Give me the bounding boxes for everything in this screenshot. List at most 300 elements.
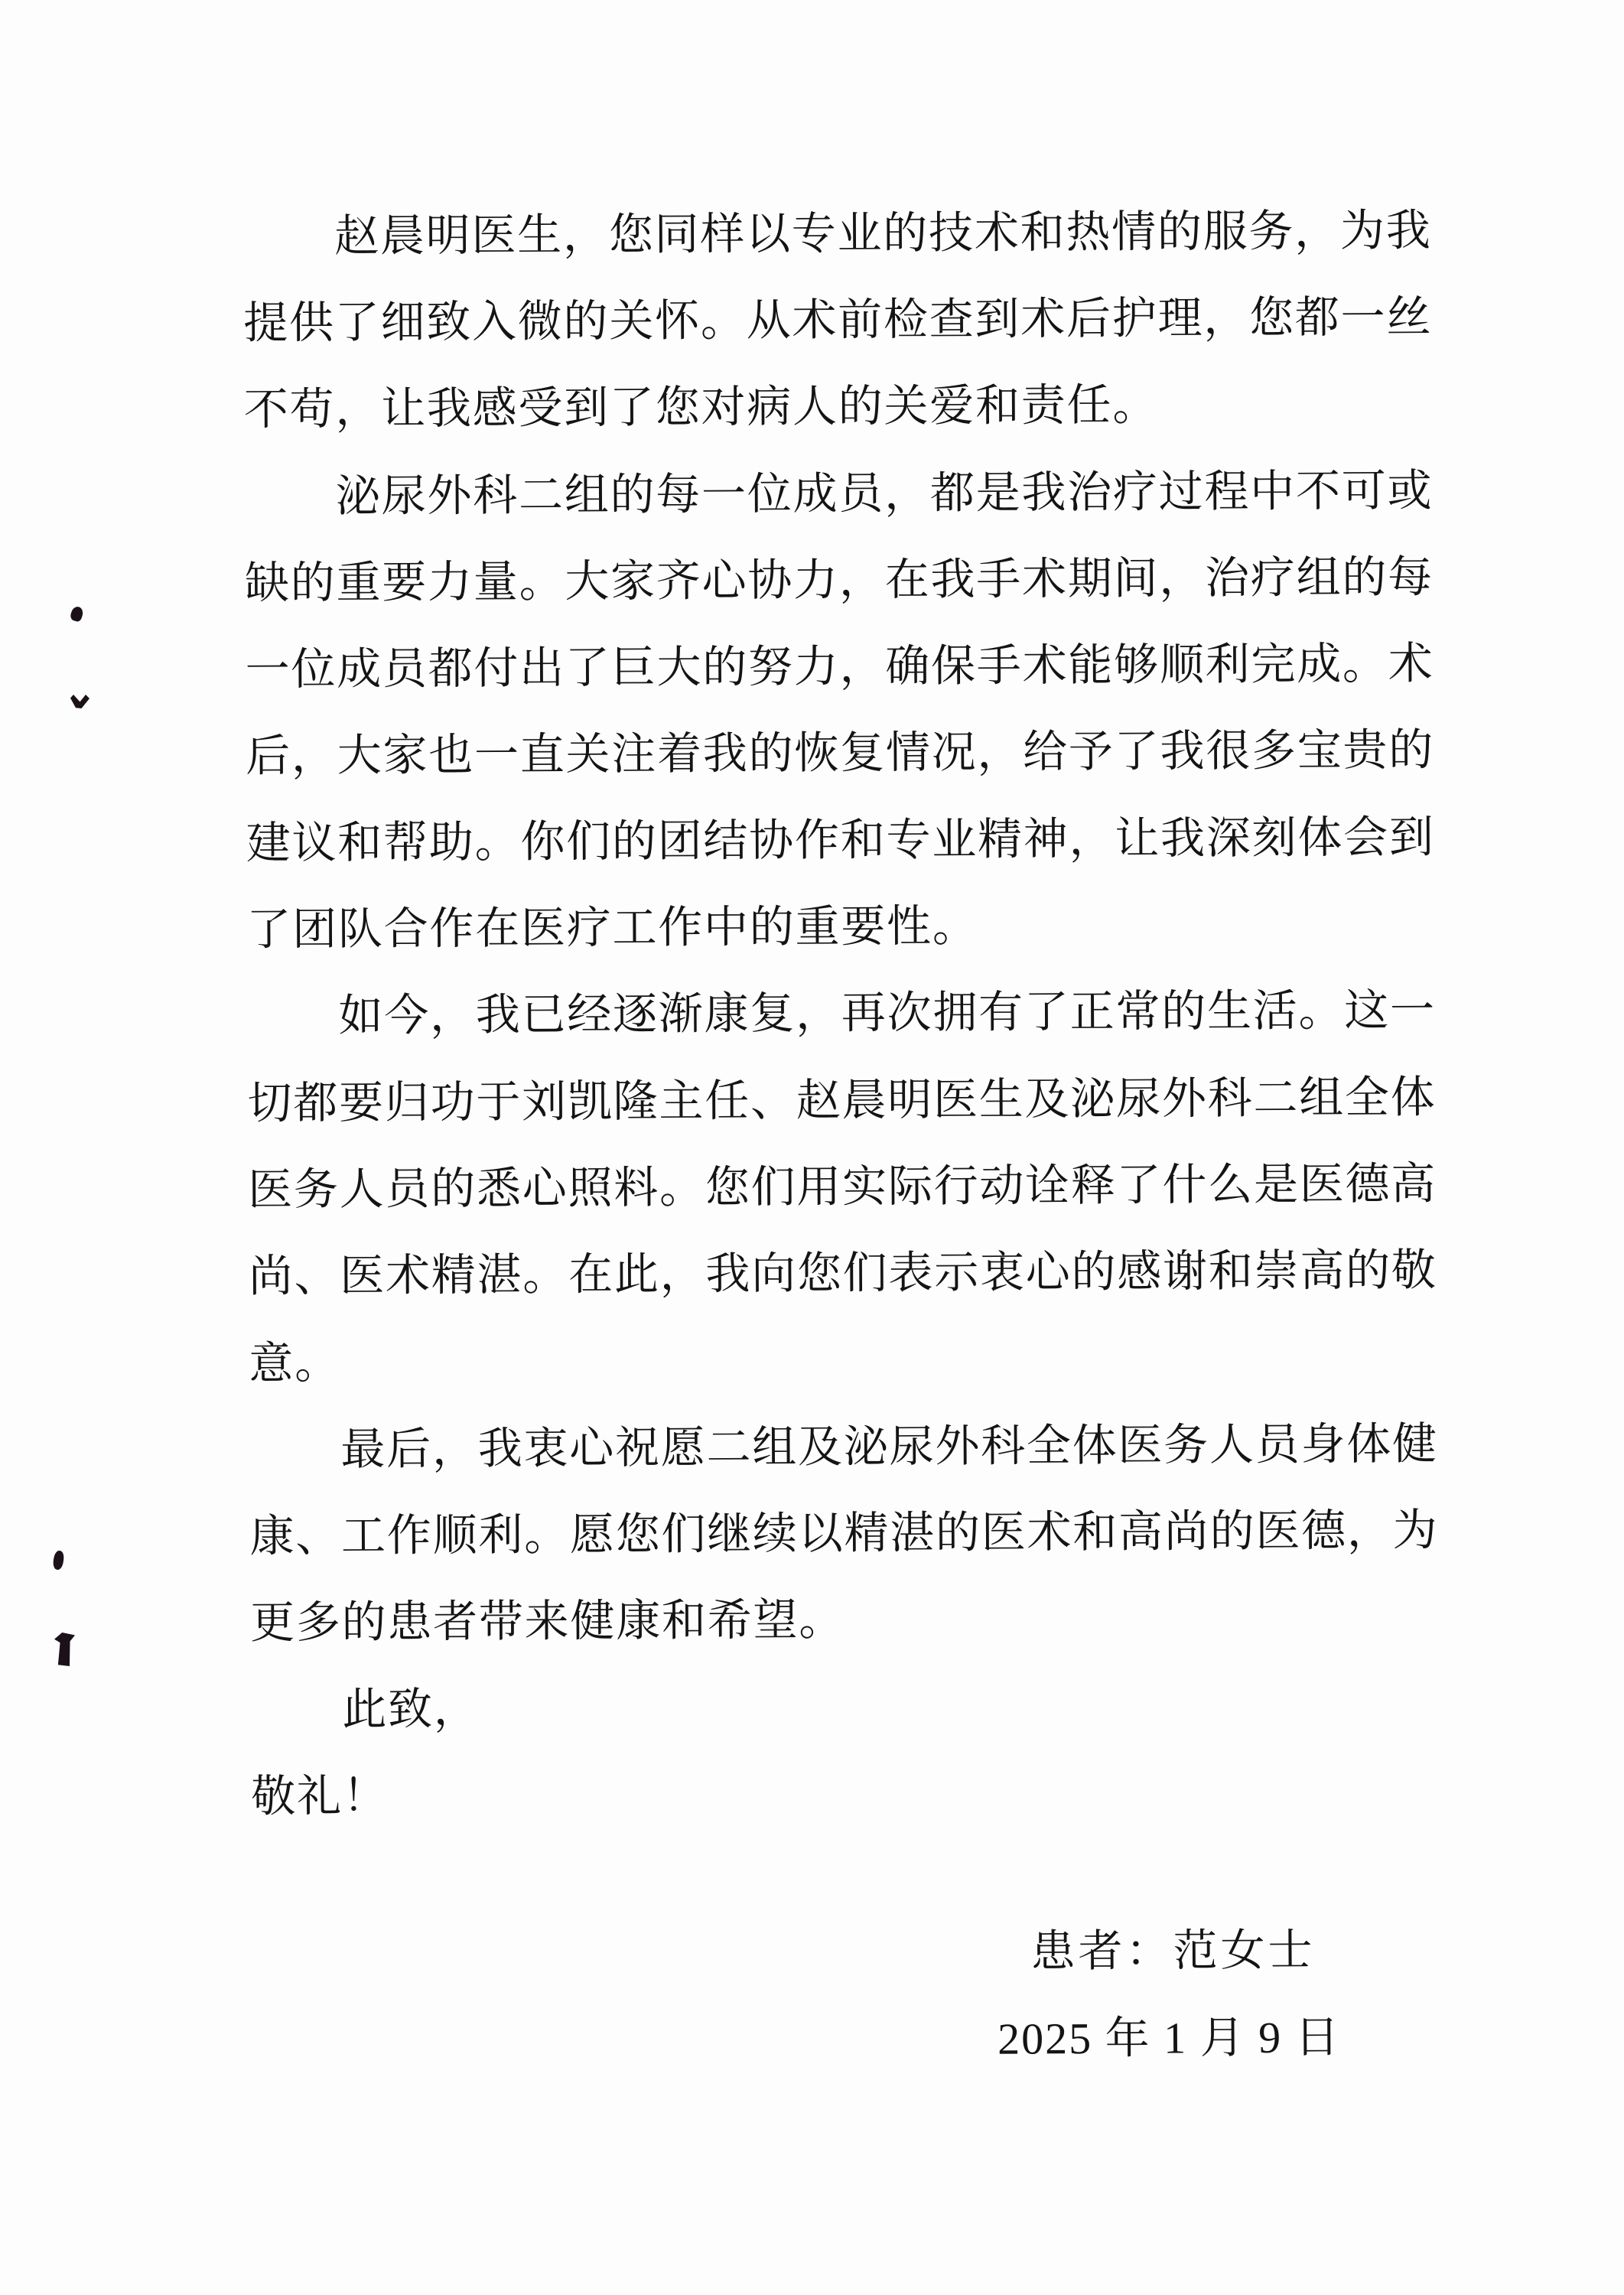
letter-char: 我	[702, 728, 748, 780]
letter-char: 医	[981, 1507, 1026, 1558]
letter-char: 疗	[1250, 552, 1296, 603]
letter-char: 敬	[251, 1771, 296, 1821]
letter-char: 治	[1066, 467, 1112, 517]
letter-char: 爱	[929, 381, 975, 431]
letter-char: 外	[1161, 1073, 1207, 1124]
letter-char: 医	[1255, 1506, 1300, 1557]
letter-char: 用	[796, 1161, 841, 1213]
letter-char: 提	[243, 298, 288, 348]
letter-char: 给	[1023, 727, 1068, 777]
letter-char: 体	[1390, 1072, 1435, 1122]
letter-char: 尿	[381, 470, 426, 521]
letter-char: 情	[1111, 207, 1157, 257]
letter-char: 礼	[296, 1771, 342, 1821]
letter-char: 明	[425, 210, 470, 261]
letter-char: 医	[471, 210, 516, 260]
letter-char: 的	[611, 815, 657, 867]
letter-char: 么	[1208, 1159, 1253, 1210]
letter-char: 什	[1162, 1160, 1207, 1210]
letter-char: 我	[475, 990, 520, 1040]
letter-char: 务	[1163, 1420, 1209, 1470]
letter-char: ，	[1203, 292, 1248, 343]
letter-char: 了	[1116, 1160, 1161, 1210]
letter-char: 员	[382, 643, 428, 695]
letter-char: 此	[613, 1249, 659, 1300]
letter-char: 技	[928, 207, 974, 258]
letter-char: 精	[431, 1250, 476, 1300]
letter-char: 和	[661, 1596, 707, 1646]
letter-char: 经	[567, 989, 612, 1040]
letter-char: 的	[838, 381, 883, 432]
letter-char: 心	[522, 1163, 567, 1213]
letter-char: 家	[382, 731, 428, 781]
letter-char: ，	[839, 641, 884, 692]
letter-char: 员	[1255, 1419, 1300, 1470]
letter-char: 合	[383, 903, 428, 954]
letter-char: 生	[1206, 986, 1252, 1037]
letter-char: 深	[1206, 812, 1251, 864]
letter-char: 们	[565, 816, 611, 867]
letter-char: 的	[1161, 986, 1206, 1037]
letter-char: 护	[1111, 293, 1157, 343]
letter-body	[242, 183, 1439, 1836]
letter-char: 付	[474, 643, 519, 694]
letter-char: 医	[520, 903, 566, 954]
letter-char: 协	[747, 555, 792, 606]
letter-char: ，	[291, 731, 337, 781]
letter-char: 服	[1203, 206, 1248, 256]
letter-char: 愿	[569, 1509, 615, 1560]
letter-char: 今	[384, 990, 429, 1041]
letter-line	[243, 443, 1433, 536]
letter-char: 您	[615, 1509, 660, 1560]
letter-char: 、	[295, 1511, 340, 1561]
letter-char: 让	[380, 383, 426, 435]
letter-line	[249, 1483, 1438, 1575]
letter-char: 着	[656, 729, 702, 780]
letter-char: 了	[565, 643, 610, 693]
letter-char: 的	[290, 558, 335, 608]
letter-char: 一	[474, 730, 519, 780]
letter-char: 您	[1248, 292, 1294, 343]
letter-char: 归	[384, 1077, 430, 1128]
letter-char: 够	[1113, 640, 1159, 691]
letter-line	[244, 616, 1434, 708]
letter-char: 热	[1066, 207, 1111, 257]
letter-char: 每	[1387, 552, 1433, 602]
letter-char: 崇	[1254, 1245, 1299, 1297]
letter-char: 。	[700, 295, 746, 346]
letter-char: 敬	[1391, 1245, 1437, 1296]
letter-char: 切	[247, 1078, 292, 1128]
letter-char: 渐	[658, 989, 704, 1040]
letter-char: 大	[565, 556, 610, 607]
letter-char: 心	[569, 1423, 614, 1473]
letter-char: 我	[477, 1423, 522, 1474]
date-line: 2025 年 1 月 9 日	[997, 2012, 1341, 2064]
letter-char: 祝	[614, 1422, 660, 1473]
letter-char: 团	[291, 904, 337, 955]
letter-char: 释	[1070, 1160, 1116, 1211]
letter-char: 医	[932, 1074, 978, 1125]
letter-char: 要	[338, 1077, 384, 1128]
letter-char: 利	[1205, 640, 1250, 690]
letter-char: 。	[1298, 985, 1343, 1036]
letter-char: 力	[427, 557, 473, 607]
letter-char: 致	[426, 297, 471, 347]
letter-char: 们	[750, 1162, 796, 1213]
letter-char: 齐	[656, 555, 701, 606]
letter-char: 查	[929, 294, 974, 345]
letter-char: 功	[430, 1076, 475, 1128]
letter-char: 前	[837, 295, 883, 345]
letter-char: 程	[1204, 466, 1249, 516]
letter-char: 同	[654, 209, 699, 259]
letter-char: 活	[1252, 985, 1297, 1037]
letter-char: 协	[749, 815, 794, 866]
letter-char: 为	[1392, 1505, 1437, 1556]
letter-char: 科	[980, 1421, 1026, 1471]
letter-line	[246, 1050, 1436, 1142]
letter-char: 团	[657, 815, 702, 866]
letter-char: 。	[1342, 639, 1388, 689]
letter-char: 身	[1300, 1419, 1346, 1470]
letter-char: 都	[428, 643, 473, 694]
letter-char: ！	[342, 1770, 388, 1821]
letter-char: 我	[1160, 726, 1205, 777]
letter-char: 心	[701, 555, 747, 606]
letter-char: 为	[1339, 205, 1385, 256]
letter-char: 疗	[566, 903, 611, 953]
letter-line	[242, 269, 1432, 362]
letter-char: 医	[247, 1164, 293, 1215]
letter-char: 更	[249, 1597, 295, 1649]
letter-char: 间	[1113, 553, 1158, 604]
letter-line	[250, 1656, 1440, 1749]
letter-char: 照	[568, 1163, 613, 1213]
letter-char: 以	[798, 1508, 843, 1559]
letter-char: 对	[701, 382, 746, 432]
letter-char: 怀	[654, 295, 700, 346]
letter-char: 工	[612, 903, 657, 953]
letter-char: 最	[340, 1424, 386, 1475]
letter-char: 体	[1297, 812, 1342, 863]
letter-char: 受	[518, 382, 563, 434]
letter-char: 术	[1027, 1507, 1072, 1558]
letter-char: 况	[931, 728, 976, 778]
letter-char: 二	[1253, 1073, 1298, 1123]
letter-char: 和	[1208, 1246, 1253, 1297]
letter-line	[245, 703, 1434, 796]
letter-char: 德	[1300, 1506, 1346, 1556]
letter-char: 到	[1388, 812, 1434, 862]
letter-char: 如	[338, 991, 383, 1041]
letter-char: 责	[1020, 380, 1066, 431]
letter-char: 术	[1021, 554, 1067, 604]
letter-char: 和	[1020, 207, 1065, 258]
letter-char: ，	[977, 727, 1022, 778]
letter-char: 感	[1117, 1246, 1162, 1297]
letter-char: 中	[703, 902, 749, 952]
letter-char: ，	[1346, 1506, 1392, 1556]
letter-char: 康	[249, 1511, 295, 1561]
letter-char: 过	[1158, 466, 1203, 517]
letter-char: 的	[431, 1164, 476, 1214]
letter-char: 或	[1387, 465, 1432, 516]
letter-char: 。	[799, 1595, 844, 1646]
letter-char: 任	[1066, 380, 1111, 431]
letter-char: 成	[1297, 639, 1342, 689]
letter-char: ，	[1159, 553, 1204, 604]
letter-char: 泌	[843, 1421, 889, 1472]
letter-char: 理	[1157, 293, 1203, 343]
letter-char: 的	[749, 902, 794, 952]
letter-char: 议	[291, 817, 337, 868]
letter-char: ，	[1294, 206, 1339, 256]
letter-char: 此	[342, 1684, 387, 1734]
letter-char: 业	[837, 208, 882, 259]
letter-char: 了	[1024, 987, 1069, 1037]
letter-char: 确	[885, 641, 930, 692]
letter-char: 的	[748, 728, 793, 779]
letter-char: ，	[1069, 813, 1114, 864]
letter-char: 和	[1072, 1507, 1118, 1558]
letter-char: 的	[935, 1507, 981, 1558]
letter-char: 次	[887, 988, 932, 1038]
letter-char: 位	[747, 468, 792, 519]
letter-char: 赵	[334, 210, 379, 261]
letter-char: 能	[1068, 640, 1113, 691]
letter-char: 了	[1114, 727, 1159, 777]
letter-char: 是	[975, 467, 1020, 518]
letter-char: 让	[1115, 813, 1160, 864]
letter-char: 在	[884, 555, 929, 605]
letter-char: 努	[747, 642, 793, 692]
letter-char: 诠	[1024, 1161, 1070, 1211]
letter-char: 细	[380, 297, 425, 347]
letter-char: 患	[387, 1597, 432, 1648]
letter-char: 到	[975, 294, 1020, 344]
letter-char: 健	[1391, 1418, 1437, 1469]
signature-line: 患者：范女士	[1030, 1925, 1316, 1977]
letter-char: 要	[382, 557, 427, 607]
letter-char: 作	[658, 902, 703, 953]
letter-char: 术	[1022, 640, 1067, 691]
letter-char: ，	[659, 1248, 705, 1300]
letter-char: 利	[478, 1510, 523, 1561]
letter-char: 赵	[796, 1075, 841, 1125]
letter-char: 际	[887, 1161, 933, 1212]
letter-char: 晨	[379, 210, 425, 261]
letter-char: ，	[429, 990, 475, 1040]
letter-char: 病	[747, 382, 792, 432]
letter-char: 供	[288, 298, 334, 348]
letter-char: 凯	[567, 1076, 613, 1127]
letter-char: 实	[841, 1161, 887, 1212]
letter-char: 出	[519, 643, 565, 694]
letter-char: 注	[611, 729, 656, 780]
letter-char: 尿	[1115, 1073, 1161, 1124]
letter-line	[246, 876, 1435, 968]
letter-char: 在	[568, 1249, 613, 1300]
letter-char: 们	[661, 1509, 706, 1560]
letter-char: 刘	[521, 1076, 567, 1127]
letter-char: 不	[1295, 465, 1341, 516]
letter-char: 有	[978, 987, 1024, 1038]
letter-char: 。	[519, 556, 564, 607]
letter-char: 这	[1344, 985, 1389, 1036]
letter-char: 高	[1391, 1158, 1436, 1209]
letter-char: 来	[524, 1597, 569, 1647]
letter-char: 体	[1072, 1420, 1117, 1471]
letter-char: 帮	[382, 817, 428, 868]
letter-char: 了	[246, 904, 291, 955]
letter-char: 疗	[1112, 467, 1158, 517]
letter-char: 的	[1388, 725, 1434, 776]
letter-char: 家	[610, 555, 656, 607]
letter-char: 人	[1209, 1419, 1255, 1470]
letter-char: 、	[294, 1251, 339, 1301]
letter-char: 精	[844, 1508, 889, 1558]
letter-char: 工	[340, 1511, 386, 1561]
letter-char: 予	[1068, 727, 1114, 777]
letter-char: 德	[1345, 1158, 1390, 1209]
letter-char: 的	[883, 207, 928, 259]
letter-char: 科	[473, 470, 518, 520]
letter-line	[244, 529, 1434, 622]
letter-char: 于	[476, 1076, 521, 1127]
letter-char: 丝	[1386, 291, 1431, 342]
letter-char: 科	[1207, 1073, 1252, 1123]
letter-char: 向	[750, 1248, 796, 1299]
letter-line	[247, 1136, 1437, 1229]
letter-char: 术	[792, 295, 837, 346]
letter-char: 刻	[1251, 812, 1297, 863]
letter-char: 示	[934, 1248, 979, 1298]
letter-char: 不	[243, 384, 289, 435]
letter-char: 感	[472, 383, 517, 434]
letter-char: 。	[522, 1249, 568, 1300]
letter-char: 员	[838, 468, 884, 519]
letter-char: 医	[1299, 1159, 1344, 1209]
letter-char: 全	[1344, 1072, 1390, 1122]
letter-char: 贵	[1342, 725, 1388, 776]
letter-char: 我	[426, 383, 472, 434]
letter-line	[250, 1743, 1440, 1835]
letter-char: 尿	[889, 1421, 934, 1472]
letter-char: 愿	[660, 1422, 705, 1473]
letter-char: 的	[1342, 552, 1387, 603]
letter-char: 情	[885, 728, 931, 778]
letter-char: 及	[797, 1421, 843, 1472]
letter-char: ，	[884, 467, 929, 519]
letter-char: 后	[1066, 293, 1111, 344]
letter-char: 。	[659, 1162, 705, 1213]
letter-char: 高	[1118, 1506, 1163, 1558]
letter-char: 都	[293, 1077, 338, 1128]
letter-char: 谢	[1162, 1246, 1208, 1297]
letter-char: 一	[1389, 985, 1435, 1036]
letter-char: 尚	[1163, 1506, 1209, 1557]
letter-char: 湛	[890, 1508, 935, 1558]
letter-char: 结	[703, 815, 748, 866]
letter-char: 多	[295, 1597, 341, 1648]
letter-char: 正	[1069, 987, 1115, 1037]
letter-char: 务	[293, 1164, 339, 1215]
letter-line	[249, 1396, 1438, 1489]
letter-char: 任	[705, 1076, 750, 1126]
letter-char: 。	[474, 816, 519, 868]
letter-char: 二	[706, 1422, 751, 1473]
letter-char: 力	[793, 555, 838, 605]
letter-char: 衷	[523, 1423, 568, 1473]
letter-char: 了	[334, 297, 379, 348]
letter-char: 重	[795, 901, 840, 952]
letter-char: 一	[701, 468, 747, 519]
letter-char: 期	[1067, 553, 1112, 604]
letter-char: 后	[246, 731, 291, 782]
letter-char: ，	[335, 384, 380, 435]
letter-char: 我	[705, 1248, 750, 1299]
letter-char: 一	[245, 644, 290, 695]
letter-char: 关	[884, 381, 929, 431]
letter-char: 成	[792, 468, 838, 519]
letter-char: 的	[1157, 206, 1203, 257]
letter-char: 再	[841, 988, 887, 1039]
letter-char: 微	[517, 296, 562, 347]
letter-char: 的	[1209, 1506, 1255, 1557]
letter-char: 后	[386, 1424, 431, 1474]
letter-char: 我	[1021, 467, 1066, 518]
letter-char: 员	[385, 1164, 430, 1214]
letter-char: 医	[340, 1251, 385, 1301]
letter-char: 治	[1204, 552, 1250, 604]
letter-char: 逐	[612, 989, 658, 1040]
letter-char: 。	[1112, 379, 1157, 431]
letter-line	[243, 356, 1433, 448]
letter-char: 。	[523, 1509, 569, 1561]
letter-char: ，	[433, 1683, 478, 1734]
letter-line	[248, 1310, 1437, 1402]
letter-char: 健	[570, 1596, 615, 1647]
letter-char: 的	[563, 296, 608, 347]
letter-char: 成	[336, 644, 382, 695]
letter-char: 位	[291, 644, 336, 695]
letter-char: 心	[1025, 1247, 1070, 1297]
letter-char: 的	[341, 1597, 386, 1648]
letter-char: 样	[700, 209, 745, 259]
letter-char: 和	[337, 817, 382, 868]
letter-char: 复	[750, 988, 795, 1039]
letter-char: 高	[1300, 1245, 1345, 1296]
letter-char: 完	[1251, 639, 1296, 690]
letter-char: 多	[1251, 726, 1297, 776]
letter-char: 泌	[1070, 1073, 1115, 1124]
letter-char: 续	[752, 1509, 798, 1559]
letter-char: 复	[839, 728, 885, 779]
letter-char: 生	[978, 1074, 1024, 1125]
letter-char: 带	[478, 1597, 524, 1647]
letter-char: 一	[1340, 292, 1385, 343]
letter-char: 明	[887, 1074, 932, 1125]
letter-char: 人	[339, 1164, 384, 1215]
letter-line	[248, 1222, 1437, 1315]
letter-char: 表	[888, 1248, 933, 1298]
letter-char: 及	[1024, 1073, 1069, 1125]
letter-char: 人	[792, 382, 838, 432]
letter-char: 衷	[979, 1247, 1025, 1298]
letter-char: 外	[935, 1421, 980, 1471]
